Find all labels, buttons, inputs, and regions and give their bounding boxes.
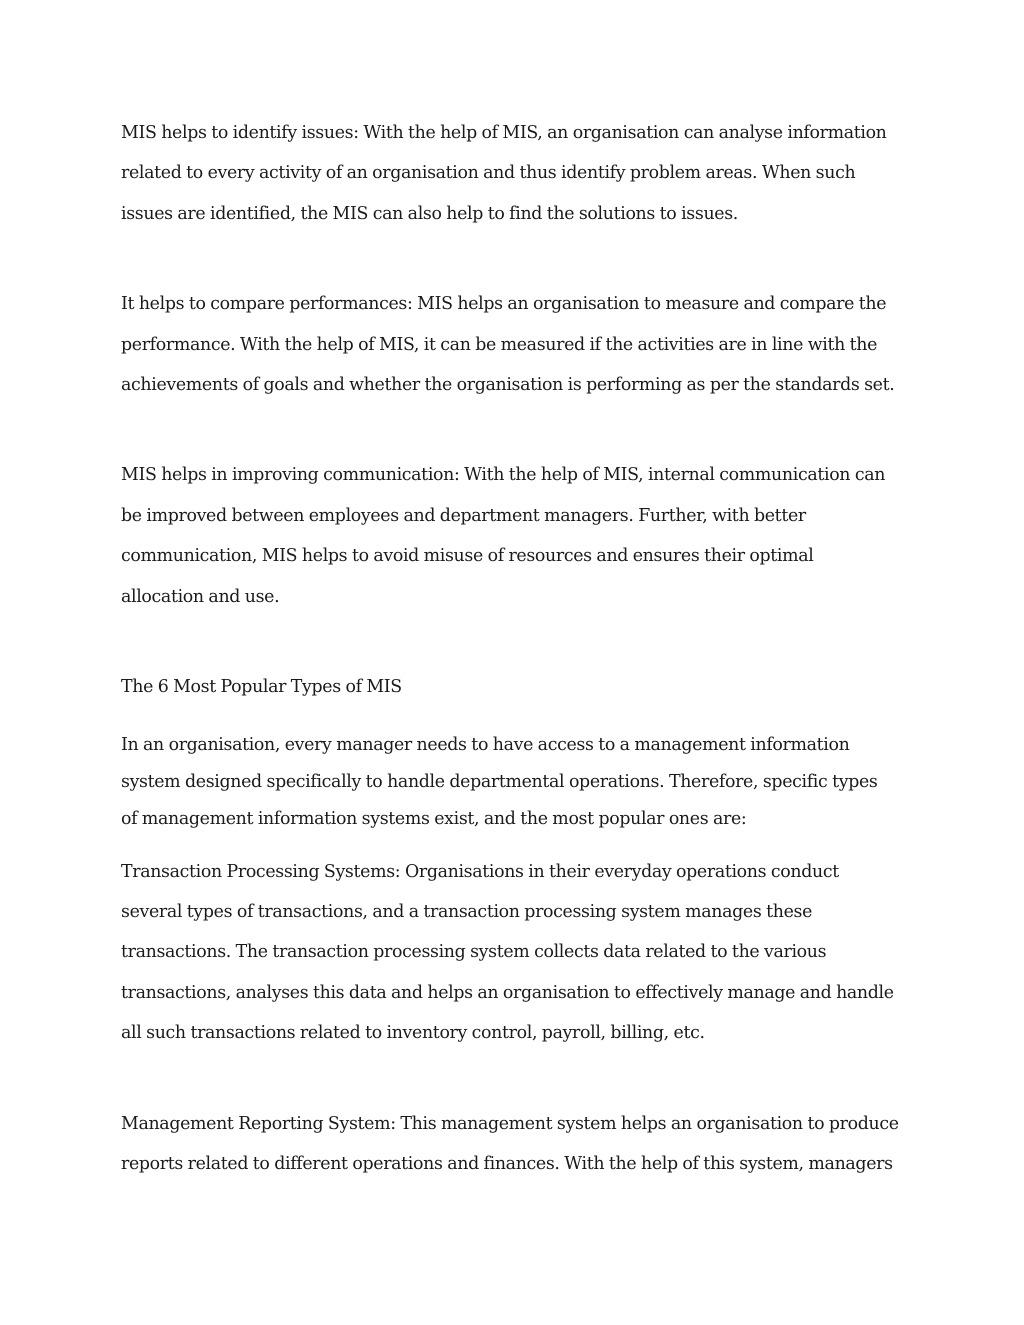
text-line: related to every activity of an organisation and thus identify problem areas. When such xyxy=(121,163,856,184)
text-line: be improved between employees and department managers. Further, with better xyxy=(121,505,806,526)
paragraph-identify-issues xyxy=(121,113,921,234)
text-line: all such transactions related to inventory control, payroll, billing, etc. xyxy=(121,1023,705,1044)
document-page xyxy=(121,113,921,1184)
paragraph-gap xyxy=(121,234,921,284)
paragraph-gap xyxy=(121,405,921,455)
text-line: achievements of goals and whether the organisation is performing as per the standards set. xyxy=(121,374,895,395)
paragraph-transaction-processing xyxy=(121,852,921,1054)
paragraph-gap xyxy=(121,1054,921,1104)
text-line: MIS helps to identify issues: With the help of MIS, an organisation can analyse information xyxy=(121,123,887,143)
text-line: Transaction Processing Systems: Organisations in their everyday operations conduct xyxy=(121,861,839,882)
text-line: system designed specifically to handle departmental operations. Therefore, specific types xyxy=(121,772,878,793)
text-line: Management Reporting System: This management system helps an organisation to produce xyxy=(121,1113,899,1134)
paragraph-improving-communication xyxy=(121,455,921,617)
text-line: In an organisation, every manager needs to have access to a management information xyxy=(121,735,850,756)
paragraph-compare-performances xyxy=(121,284,921,405)
text-line: MIS helps in improving communication: With the help of MIS, internal communication can xyxy=(121,465,886,486)
paragraph-gap xyxy=(121,838,921,852)
section-heading xyxy=(121,667,921,707)
paragraph-gap xyxy=(121,707,921,727)
paragraph-intro-types xyxy=(121,727,921,837)
text-line: of management information systems exist, and the most popular ones are: xyxy=(121,808,747,829)
paragraph-management-reporting xyxy=(121,1104,921,1185)
text-line: It helps to compare performances: MIS helps an organisation to measure and compare the xyxy=(121,294,887,315)
text-line: transactions. The transaction processing system collects data related to the various xyxy=(121,942,827,963)
heading-text: The 6 Most Popular Types of MIS xyxy=(121,676,402,697)
text-line: reports related to different operations and finances. With the help of this system, managers xyxy=(121,1154,893,1175)
text-line: allocation and use. xyxy=(121,586,280,607)
paragraph-gap xyxy=(121,617,921,667)
text-line: issues are identified, the MIS can also help to find the solutions to issues. xyxy=(121,203,738,224)
text-line: several types of transactions, and a transaction processing system manages these xyxy=(121,902,813,923)
text-line: performance. With the help of MIS, it can be measured if the activities are in line with the xyxy=(121,334,878,355)
text-line: transactions, analyses this data and helps an organisation to effectively manage and handle xyxy=(121,982,894,1003)
text-line: communication, MIS helps to avoid misuse of resources and ensures their optimal xyxy=(121,546,814,567)
